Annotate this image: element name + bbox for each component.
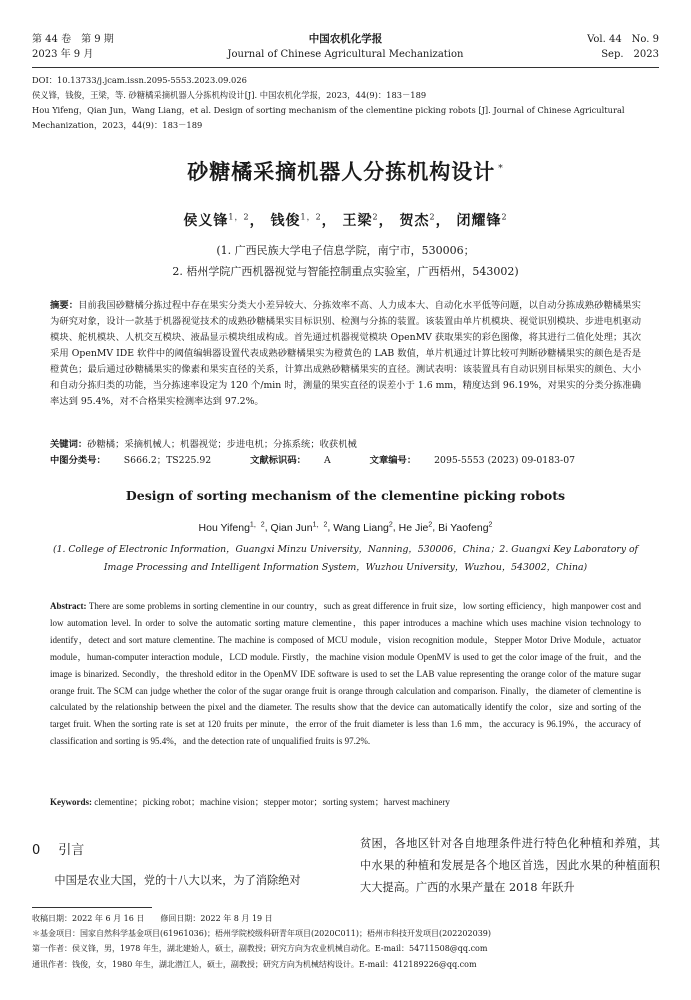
clc-number: 中图分类号： S666.2；TS225.92 xyxy=(50,455,212,466)
author-cn: 王梁$^2$ xyxy=(342,212,379,229)
footnotes xyxy=(32,911,659,972)
title-footnote-mark: * xyxy=(498,164,504,174)
body-left-column: 中国是农业大国，党的十八大以来，为了消除绝对 xyxy=(54,874,301,887)
authors-en: Hou Yifeng$^{1,2}$, Qian Jun$^{1,2}$, Wang Liang$^2$, He Jie$^2$, Bi Yaofeng$^2$ xyxy=(198,521,493,534)
keywords-classification-cn xyxy=(50,437,641,469)
date-en: Sep. 2023 xyxy=(601,49,659,60)
affiliation-2: 2. 梧州学院广西机器视觉与智能控制重点实验室，广西梧州，543002) xyxy=(172,265,519,278)
journal-name-cn: 中国农机化学报 xyxy=(308,33,383,45)
authors-cn: 侯义锋$^{1,2}$， 钱俊$^{1,2}$， 王梁$^2$， 贺杰$^2$， 闭耀锋$^2$ xyxy=(183,212,508,229)
abstract-cn-label: 摘要： xyxy=(50,300,79,311)
volume-issue-cn: 第 44 卷 第 9 期 xyxy=(32,34,114,45)
article-number: 文章编号： 2095-5553 (2023) 09-0183-07 xyxy=(369,455,576,466)
volume-issue-en: Vol. 44 No. 9 xyxy=(587,34,659,45)
body-right-column: 贫困，各地区针对各自地理条件进行特色化种植和养殖，其中水果的种植和发展是各个地区首选，因此水果的种植面积大大提高。广西的水果产量在 2018 年跃升 xyxy=(360,837,660,894)
section-heading-introduction xyxy=(32,839,84,858)
section-number: 0 xyxy=(32,843,41,858)
author-en: He Jie$^2$ xyxy=(398,521,433,534)
abstract-en xyxy=(50,598,641,750)
footnote-rule xyxy=(32,907,152,908)
author-cn: 闭耀锋$^2$ xyxy=(456,212,508,229)
title-text: 砂糖橘采摘机器人分拣机构设计 xyxy=(187,159,496,184)
affiliation-1: (1. 广西民族大学电子信息学院，南宁市，530006； xyxy=(216,244,475,257)
header-rule xyxy=(32,67,659,68)
paper-title-en: Design of sorting mechanism of the clementine picking robots xyxy=(125,488,566,503)
citation-block xyxy=(32,73,659,133)
keywords-en xyxy=(50,794,641,810)
header-center xyxy=(32,32,659,62)
abstract-cn xyxy=(50,298,641,410)
citation-cn: 侯义锋，钱俊，王梁，等. 砂糖橘采摘机器人分拣机构设计[J]. 中国农机化学报，2023，44(9)：183－189 xyxy=(32,90,427,100)
journal-name-en: Journal of Chinese Agricultural Mechanization xyxy=(227,49,464,60)
running-header xyxy=(32,32,659,66)
affiliation-en: (1. College of Electronic Information，Guangxi Minzu University，Nanning，530006，China；2. Guangxi Key Laboratory of Image Processing and Intelligent Information System，Wuzhou University，Wuzhou，543002，China) xyxy=(52,544,638,573)
abstract-en-text: There are some problems in sorting clementine in our country，such as great difference in fruit size，low sorting efficiency，high manpower cost and low automation level. In order to solve the automatic sorting mature clementine，this paper introduces a machine which uses machine vision technology to identify，detect and sort mature clementine. The machine is composed of MCU module，vision recognition module，Stepper Motor Drive Module，actuator module，human-computer interaction module，LCD module. Firstly，the machine vision module OpenMV is used to get the color image of the fruit，and the image is binarized. Secondly，the threshold editor in the OpenMV IDE software is used to set the LAB value representing the orange color of the mature sugar orange fruit. The SCM can judge whether the color of the sugar orange fruit is orange through calculation and comparison. Finally，the diameter of clementine is calculated by the relationship between the pixel and the diameter. The results show that the device can automatically identify the color，size and sorting of the target fruit. When the sorting rate is set at 120 fruits per minute，the error of the fruit diameter is less than 1.6 mm，the accuracy is 96.19%，the accuracy of classification and sorting is 95.4%，and the detection rate of unqualified fruits is 97.2%. xyxy=(50,601,641,747)
footnote-fund: ＊基金项目：国家自然科学基金项目(61961036)；梧州学院校级科研青年项目(2020C011)；梧州市科技开发项目(202202039) xyxy=(32,929,491,939)
section-title: 引言 xyxy=(58,843,85,858)
author-cn: 钱俊$^{1,2}$ xyxy=(270,212,322,229)
date-cn: 2023 年 9 月 xyxy=(32,49,94,60)
footnote-corresponding-author: 通讯作者：钱俊，女，1980 年生，湖北潜江人，硕士，副教授；研究方向为机械结构设计。E-mail：412189226@qq.com xyxy=(32,959,477,969)
author-cn: 贺杰$^2$ xyxy=(399,212,436,229)
author-en: Bi Yaofeng$^2$ xyxy=(438,521,493,534)
abstract-cn-text: 目前我国砂糖橘分拣过程中存在果实分类大小差异较大、分拣效率不高、人力成本大、自动化水平低等问题，以自动分拣成熟砂糖橘果实为研究对象，设计一款基于机器视觉技术的成熟砂糖橘果实目标识别、检测与分拣的装置。该装置由单片机模块、视觉识别模块、步进电机驱动模块、舵机模块、人机交互模块、液晶显示模块组成构成。首先通过机器视觉模块 OpenMV 获取果实的彩色图像，将其进行二值化处理；其次采用 OpenMV IDE 软件中的阈值编辑器设置代表成熟砂糖橘果实为橙黄色的 LAB 数值，单片机通过计算比较可判断砂糖橘果实的颜色是否是橙黄色；最后通过砂糖橘果实的像素和果实直径的关系，计算出成熟砂糖橘果实的直径。测试表明：该装置具有自动识别目标果实的颜色、大小和自动分拣归类的功能，当分拣速率设定为 120 个/min 时，测量的果实直径的误差小于 1.6 mm，精度达到 96.19%，对果实的分类分拣准确率达到 95.4%，对不合格果实检测率达到 97.2%。 xyxy=(50,300,641,407)
author-cn: 侯义锋$^{1,2}$ xyxy=(183,212,250,229)
affiliations-cn xyxy=(0,240,691,282)
footnote-first-author: 第一作者：侯义锋，男，1978 年生，湖北建始人，硕士，副教授；研究方向为农业机械自动化。E-mail：54711508@qq.com xyxy=(32,944,488,954)
document-code: 文献标识码： A xyxy=(250,455,331,466)
header-right xyxy=(587,32,659,62)
classification-row xyxy=(50,453,641,469)
author-en: Qian Jun$^{1,2}$ xyxy=(270,521,328,534)
author-en: Hou Yifeng$^{1,2}$ xyxy=(198,521,265,534)
paper-title-cn xyxy=(0,156,691,186)
abstract-en-label: Abstract: xyxy=(50,601,87,611)
citation-en: Hou Yifeng，Qian Jun，Wang Liang，et al. Design of sorting mechanism of the clementine picking robots [J]. Journal of Chinese Agricultural Mechanization，2023，44(9)：183－189 xyxy=(32,105,625,130)
keywords-en-text: clementine；picking robot；machine vision；stepper motor；sorting system；harvest machinery xyxy=(94,797,450,807)
keywords-en-label: Keywords: xyxy=(50,797,92,807)
author-en: Wang Liang$^2$ xyxy=(333,521,393,534)
footnote-dates: 收稿日期：2022 年 6 月 16 日 修回日期：2022 年 8 月 19 日 xyxy=(32,914,273,923)
doi: DOI：10.13733/j.jcam.issn.2095-5553.2023.09.026 xyxy=(32,75,247,85)
keywords-cn: 关键词：砂糖橘；采摘机械人；机器视觉；步进电机；分拣系统；收获机械 xyxy=(50,439,357,450)
